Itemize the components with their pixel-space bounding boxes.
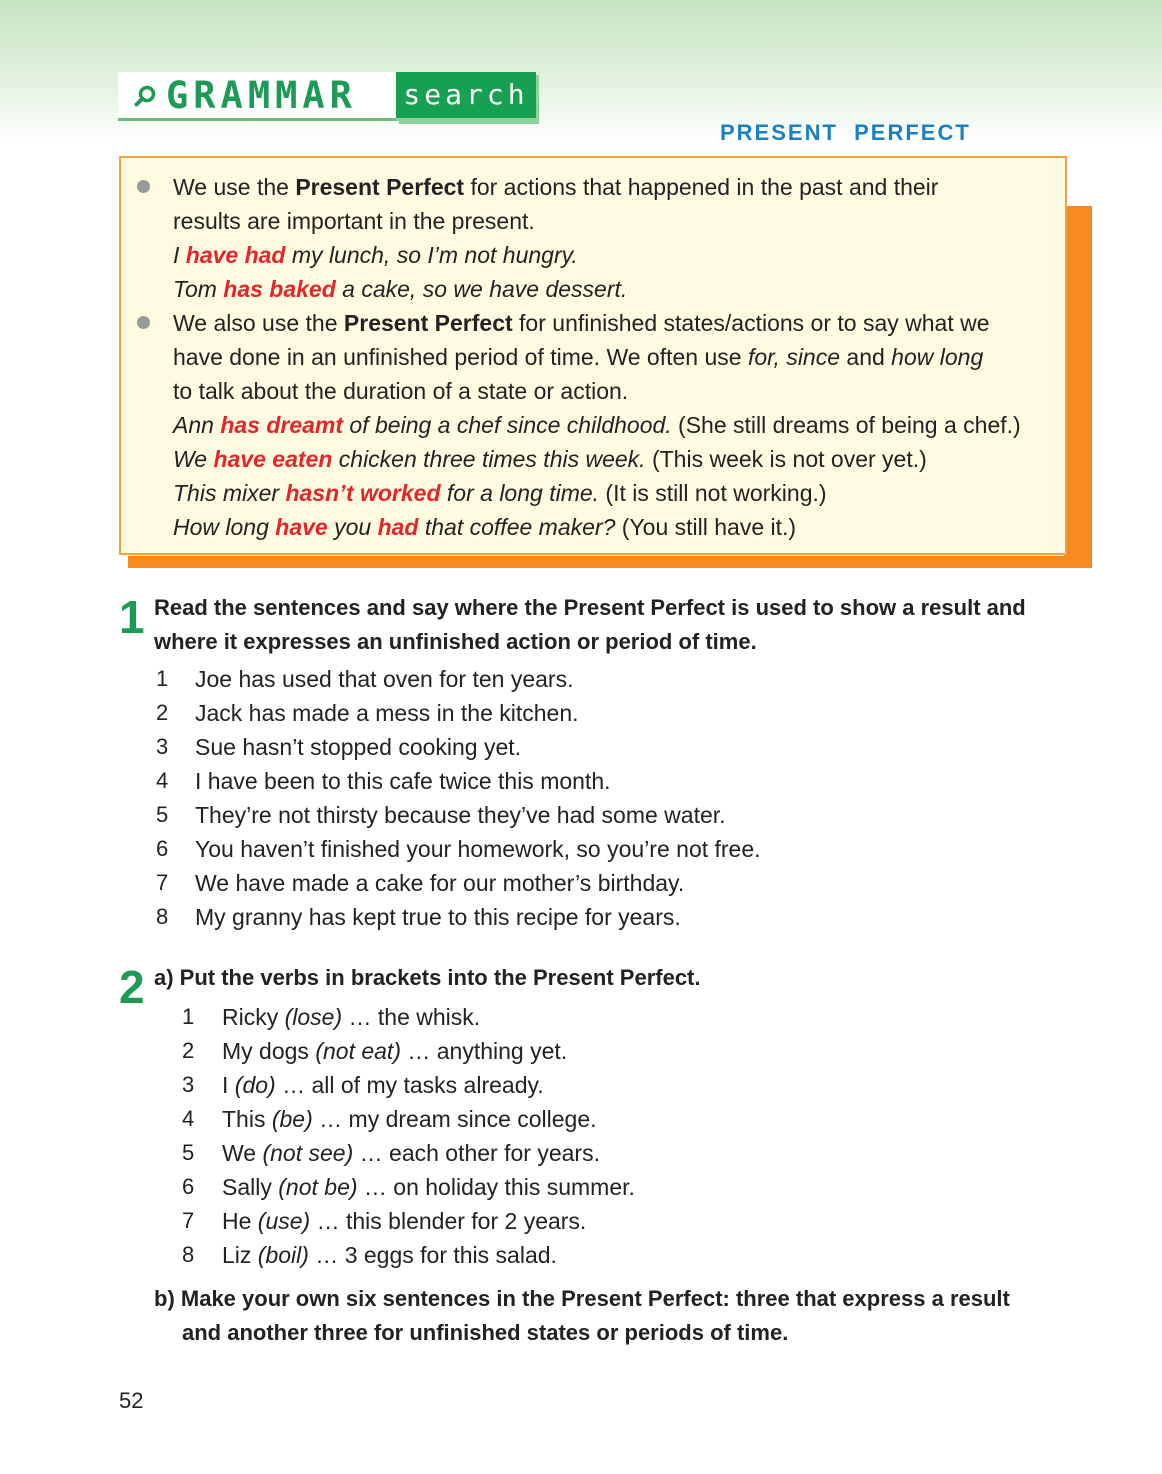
- exercise-2b-instruction: and another three for unfinished states or periods of time.: [182, 1320, 789, 1345]
- exercise-1-item-number: 1: [156, 666, 169, 691]
- example-verb: have had: [185, 242, 286, 268]
- exercise-2-item-text: [222, 1238, 557, 1272]
- item-text-part: I: [222, 1072, 235, 1098]
- item-text-part: … each other for years.: [353, 1140, 600, 1166]
- item-text-part: … the whisk.: [342, 1004, 481, 1030]
- example-note: (She still dreams of being a chef.): [671, 412, 1021, 438]
- item-text-part: Ricky: [222, 1004, 285, 1030]
- page-number: 52: [119, 1388, 144, 1413]
- exercise-2-item-number: 1: [182, 1004, 195, 1029]
- rule-2-example-2: [173, 442, 927, 476]
- example-text: a cake, so we have dessert.: [335, 276, 628, 302]
- rule-2-example-4: [173, 510, 796, 544]
- item-text-part: He: [222, 1208, 258, 1234]
- rule-keyword: how long: [891, 344, 984, 370]
- exercise-1-number: 1: [119, 591, 145, 643]
- exercise-1-item-text: Joe has used that oven for ten years.: [195, 666, 574, 692]
- exercise-2-item-number: 6: [182, 1174, 195, 1199]
- rule-text: and: [840, 344, 892, 370]
- bullet-icon: [137, 180, 150, 193]
- exercise-1-item-number: 3: [156, 734, 169, 759]
- section-title: PRESENT PERFECT: [720, 120, 971, 145]
- item-text-part: This: [222, 1106, 272, 1132]
- exercise-1-item-number: 6: [156, 836, 169, 861]
- rule-2-line-1: [173, 306, 990, 340]
- example-note: (It is still not working.): [599, 480, 827, 506]
- exercise-2-item-text: [222, 1034, 567, 1068]
- rule-1-line-2: results are important in the present.: [173, 208, 535, 234]
- item-text-part: … this blender for 2 years.: [310, 1208, 587, 1234]
- rule-text: We use the: [173, 174, 296, 200]
- exercise-2-item-text: [222, 1136, 600, 1170]
- item-text-part: … all of my tasks already.: [275, 1072, 544, 1098]
- example-text: Ann: [173, 412, 221, 438]
- exercise-1-item-number: 5: [156, 802, 169, 827]
- rule-term: Present Perfect: [343, 310, 513, 336]
- rule-text: We also use the: [173, 310, 344, 336]
- exercise-1-item-number: 2: [156, 700, 169, 725]
- example-text: my lunch, so I’m not hungry.: [285, 242, 578, 268]
- item-text-part: Liz: [222, 1242, 258, 1268]
- item-text-part: … 3 eggs for this salad.: [308, 1242, 557, 1268]
- exercise-1-item-number: 4: [156, 768, 169, 793]
- verb-hint: (not be): [278, 1174, 358, 1200]
- example-verb: hasn’t worked: [285, 480, 441, 506]
- rule-2-example-1: [173, 408, 1021, 442]
- verb-hint: (boil): [257, 1242, 309, 1268]
- example-verb: have eaten: [213, 446, 333, 472]
- item-text-part: Sally: [222, 1174, 279, 1200]
- example-text: for a long time.: [440, 480, 600, 506]
- example-text: I: [173, 242, 186, 268]
- rule-text: for actions that happened in the past and their: [464, 174, 939, 200]
- rule-2-line-3: to talk about the duration of a state or action.: [173, 378, 629, 404]
- verb-hint: (be): [271, 1106, 313, 1132]
- item-text-part: … on holiday this summer.: [357, 1174, 635, 1200]
- rule-box-shadow: [1064, 206, 1092, 568]
- verb-hint: (not eat): [315, 1038, 401, 1064]
- verb-hint: (use): [257, 1208, 311, 1234]
- item-text-part: My dogs: [222, 1038, 316, 1064]
- exercise-1-item-text: They’re not thirsty because they’ve had some water.: [195, 802, 726, 828]
- example-text: chicken three times this week.: [332, 446, 646, 472]
- exercise-2a-instruction: a) Put the verbs in brackets into the Present Perfect.: [154, 965, 701, 990]
- rule-1-line-1: [173, 170, 938, 204]
- example-verb: had: [377, 514, 419, 540]
- example-verb: has baked: [223, 276, 336, 302]
- exercise-2-item-number: 5: [182, 1140, 195, 1165]
- rule-1-example-1: [173, 238, 578, 272]
- exercise-1-instruction: where it expresses an unfinished action or period of time.: [154, 629, 757, 654]
- magnifier-icon: [134, 84, 158, 108]
- search-label: search: [403, 78, 529, 111]
- rule-box-shadow-bottom: [128, 556, 1092, 568]
- example-text: Tom: [173, 276, 224, 302]
- rule-2-line-2: [173, 340, 983, 374]
- example-text: This mixer: [173, 480, 286, 506]
- grammar-label: GRAMMAR: [166, 74, 357, 117]
- search-label-box: [396, 72, 536, 121]
- exercise-1-item-text: My granny has kept true to this recipe for years.: [195, 904, 681, 930]
- example-note: (This week is not over yet.): [645, 446, 927, 472]
- exercise-2-number: 2: [119, 961, 145, 1013]
- example-text: you: [327, 514, 378, 540]
- verb-hint: (lose): [284, 1004, 343, 1030]
- exercise-1-item-text: You haven’t finished your homework, so you’re not free.: [195, 836, 761, 862]
- exercise-2-item-text: [222, 1170, 635, 1204]
- bullet-icon: [137, 316, 150, 329]
- example-text: that coffee maker?: [418, 514, 616, 540]
- verb-hint: (do): [234, 1072, 276, 1098]
- exercise-1-item-text: Sue hasn’t stopped cooking yet.: [195, 734, 522, 760]
- rule-text: have done in an unfinished period of time. We often use: [173, 344, 748, 370]
- exercise-2-item-number: 2: [182, 1038, 195, 1063]
- exercise-2-item-text: [222, 1102, 597, 1136]
- grammar-label-box: [118, 72, 396, 121]
- exercise-1-item-number: 7: [156, 870, 169, 895]
- exercise-2-item-text: [222, 1000, 480, 1034]
- exercise-1-item-text: Jack has made a mess in the kitchen.: [195, 700, 579, 726]
- example-text: How long: [173, 514, 276, 540]
- exercise-2-item-number: 7: [182, 1208, 195, 1233]
- example-verb: has dreamt: [220, 412, 344, 438]
- exercise-1-item-text: I have been to this cafe twice this month.: [195, 768, 611, 794]
- example-text: We: [173, 446, 214, 472]
- exercise-1-instruction: Read the sentences and say where the Present Perfect is used to show a result and: [154, 595, 1026, 620]
- rule-keyword: for, since: [747, 344, 841, 370]
- item-text-part: … anything yet.: [400, 1038, 568, 1064]
- exercise-2-item-text: [222, 1204, 586, 1238]
- item-text-part: … my dream since college.: [312, 1106, 597, 1132]
- exercise-1-item-number: 8: [156, 904, 169, 929]
- exercise-2b-instruction: b) Make your own six sentences in the Present Perfect: three that express a result: [154, 1286, 1010, 1311]
- verb-hint: (not see): [262, 1140, 354, 1166]
- exercise-2-item-number: 4: [182, 1106, 195, 1131]
- exercise-2-item-number: 3: [182, 1072, 195, 1097]
- rule-2-example-3: [173, 476, 827, 510]
- example-text: of being a chef since childhood.: [343, 412, 672, 438]
- exercise-2-item-number: 8: [182, 1242, 195, 1267]
- item-text-part: We: [222, 1140, 263, 1166]
- rule-1-example-2: [173, 272, 627, 306]
- example-note: (You still have it.): [615, 514, 797, 540]
- grammar-search-badge: [118, 72, 538, 122]
- rule-term: Present Perfect: [295, 174, 465, 200]
- exercise-1-item-text: We have made a cake for our mother’s birthday.: [195, 870, 685, 896]
- rule-text: for unfinished states/actions or to say what we: [512, 310, 990, 336]
- example-verb: have: [275, 514, 328, 540]
- exercise-2-item-text: [222, 1068, 544, 1102]
